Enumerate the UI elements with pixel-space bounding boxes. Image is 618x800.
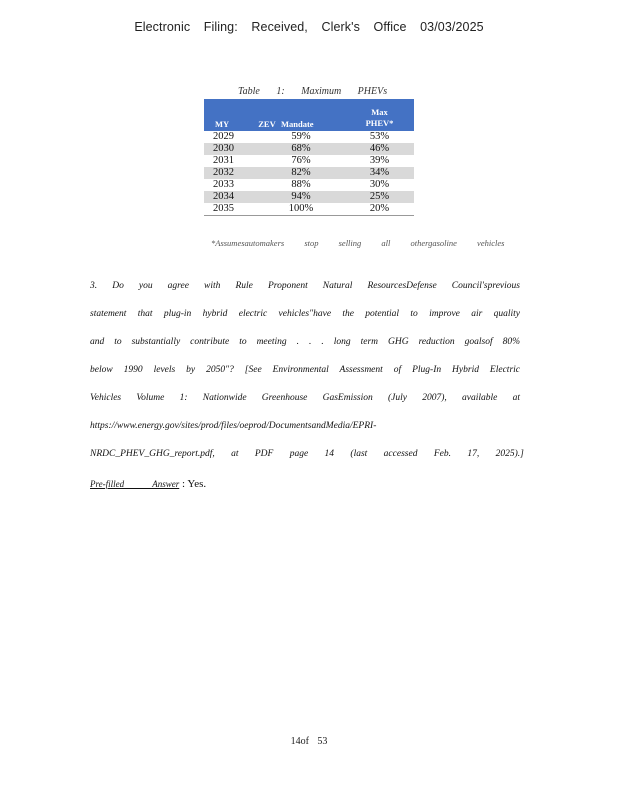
- cell-my: 2032: [204, 167, 257, 179]
- table-row: [204, 155, 414, 167]
- table-footnote: *Assumesautomakers stop selling all othergasoline vehicles: [211, 238, 505, 248]
- answer-value: Yes.: [187, 478, 207, 490]
- table-row: [204, 203, 414, 216]
- table-row: [204, 179, 414, 191]
- table-row: [204, 131, 414, 143]
- cell-max-phev: 20%: [345, 203, 414, 216]
- answer-block: [90, 478, 206, 490]
- question-url-line: https://www.energy.gov/sites/prod/files/oeprod/DocumentsandMedia/EPRI-: [90, 421, 377, 431]
- table-row: [204, 167, 414, 179]
- cell-max-phev: 25%: [345, 191, 414, 203]
- answer-label: Pre-filled Answer: [90, 479, 180, 489]
- cell-my: 2035: [204, 203, 257, 216]
- cell-max-phev: 46%: [345, 143, 414, 155]
- question-line: below 1990 levels by 2050"? [See Environmental Assessment of Plug-In Hybrid Electric: [90, 365, 520, 375]
- table-body: [204, 131, 414, 216]
- col-header-mandate: Mandate: [277, 99, 345, 131]
- cell-my: 2033: [213, 179, 234, 190]
- question-line: 3. Do you agree with Rule Proponent Natural ResourcesDefense Council'sprevious: [90, 281, 520, 291]
- col-header-zev: ZEV: [257, 99, 277, 131]
- cell-max-phev: 34%: [345, 167, 414, 179]
- cell-mandate: 100%: [257, 203, 345, 216]
- table-caption: Table 1: Maximum PHEVs: [238, 86, 388, 97]
- cell-mandate: 88%: [291, 179, 311, 190]
- table-row: [204, 191, 414, 203]
- cell-mandate: 94%: [257, 191, 345, 203]
- answer-separator: :: [182, 478, 186, 490]
- cell-my: 2031: [213, 155, 234, 166]
- filing-header: Electronic Filing: Received, Clerk's Office 03/03/2025: [134, 20, 484, 34]
- col-header-my: MY: [204, 99, 257, 131]
- cell-mandate: 59%: [291, 131, 311, 142]
- cell-mandate: 82%: [257, 167, 345, 179]
- cell-max-phev: 30%: [369, 179, 390, 190]
- table-header-row: [204, 99, 414, 131]
- question-line: statement that plug-in hybrid electric vehicles"have the potential to improve air quality: [90, 309, 520, 319]
- page-number: 14of 53: [290, 736, 328, 747]
- cell-my: 2029: [213, 131, 234, 142]
- cell-mandate: 68%: [257, 143, 345, 155]
- table-row: [204, 143, 414, 155]
- question-line: and to substantially contribute to meeting . . . long term GHG reduction goalsof 80%: [90, 337, 520, 347]
- col-header-max-phev: Max PHEV*: [345, 99, 414, 131]
- phev-table: [204, 99, 414, 216]
- question-line: Vehicles Volume 1: Nationwide Greenhouse GasEmission (July 2007), available at: [90, 393, 520, 403]
- question-line: NRDC_PHEV_GHG_report.pdf, at PDF page 14 (last accessed Feb. 17, 2025).]: [90, 449, 524, 459]
- cell-mandate: 76%: [291, 155, 311, 166]
- question-3: [90, 272, 524, 468]
- cell-my: 2034: [204, 191, 257, 203]
- cell-max-phev: 53%: [369, 131, 390, 142]
- cell-my: 2030: [204, 143, 257, 155]
- cell-max-phev: 39%: [369, 155, 390, 166]
